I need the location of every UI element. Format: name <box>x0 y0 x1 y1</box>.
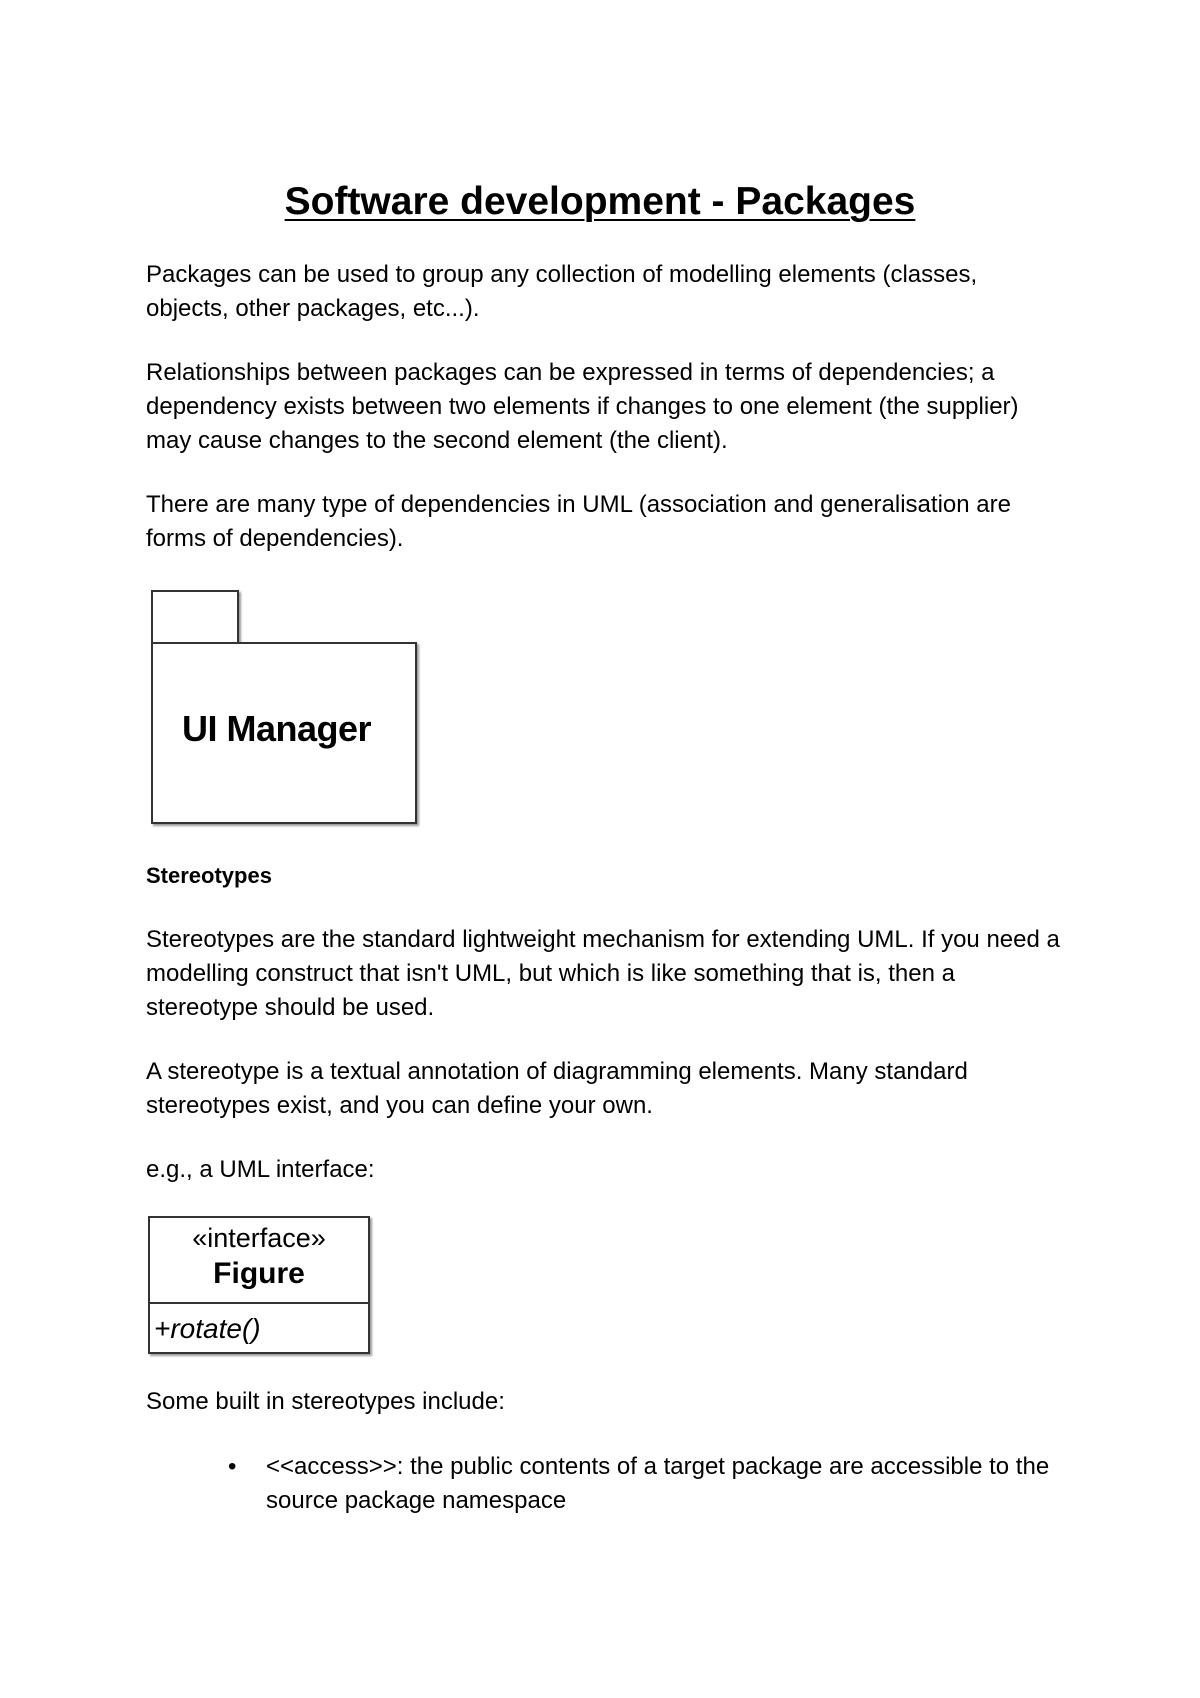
package-body <box>151 642 417 824</box>
intro-paragraph-2: Relationships between packages can be expressed in terms of dependencies; a dependency exists between two elements if changes to one element (the supplier) may cause changes to the second element (the client). <box>146 359 1019 454</box>
interface-diagram <box>148 1216 370 1354</box>
interface-name: Figure <box>213 1257 305 1290</box>
list-item-text: <<access>>: the public contents of a target package are accessible to the source package namespace <box>266 1453 1050 1514</box>
stereotypes-paragraph-2: A stereotype is a textual annotation of diagramming elements. Many standard stereotypes exist, and you can define your own. <box>146 1058 968 1119</box>
builtin-stereotypes-list <box>146 1450 1086 1518</box>
interface-operation: +rotate() <box>154 1313 261 1344</box>
stereotypes-paragraph-1: Stereotypes are the standard lightweight mechanism for extending UML. If you need a modelling construct that isn't UML, but which is like something that is, then a stereotype should be used. <box>146 926 1060 1021</box>
page-title: Software development - Packages <box>284 180 916 223</box>
intro-paragraph-1: Packages can be used to group any collection of modelling elements (classes, objects, other packages, etc...). <box>146 261 978 322</box>
package-tab <box>151 590 239 644</box>
interface-header <box>150 1218 368 1304</box>
list-item <box>146 1450 1086 1518</box>
intro-paragraph-3: There are many type of dependencies in UML (association and generalisation are forms of dependencies). <box>146 491 1011 552</box>
stereotypes-heading: Stereotypes <box>146 863 272 888</box>
bullet-icon: • <box>228 1453 237 1480</box>
interface-stereotype: «interface» <box>192 1223 326 1253</box>
package-name: UI Manager <box>182 708 372 749</box>
interface-example-intro: e.g., a UML interface: <box>146 1156 375 1183</box>
builtin-stereotypes-intro: Some built in stereotypes include: <box>146 1388 505 1415</box>
